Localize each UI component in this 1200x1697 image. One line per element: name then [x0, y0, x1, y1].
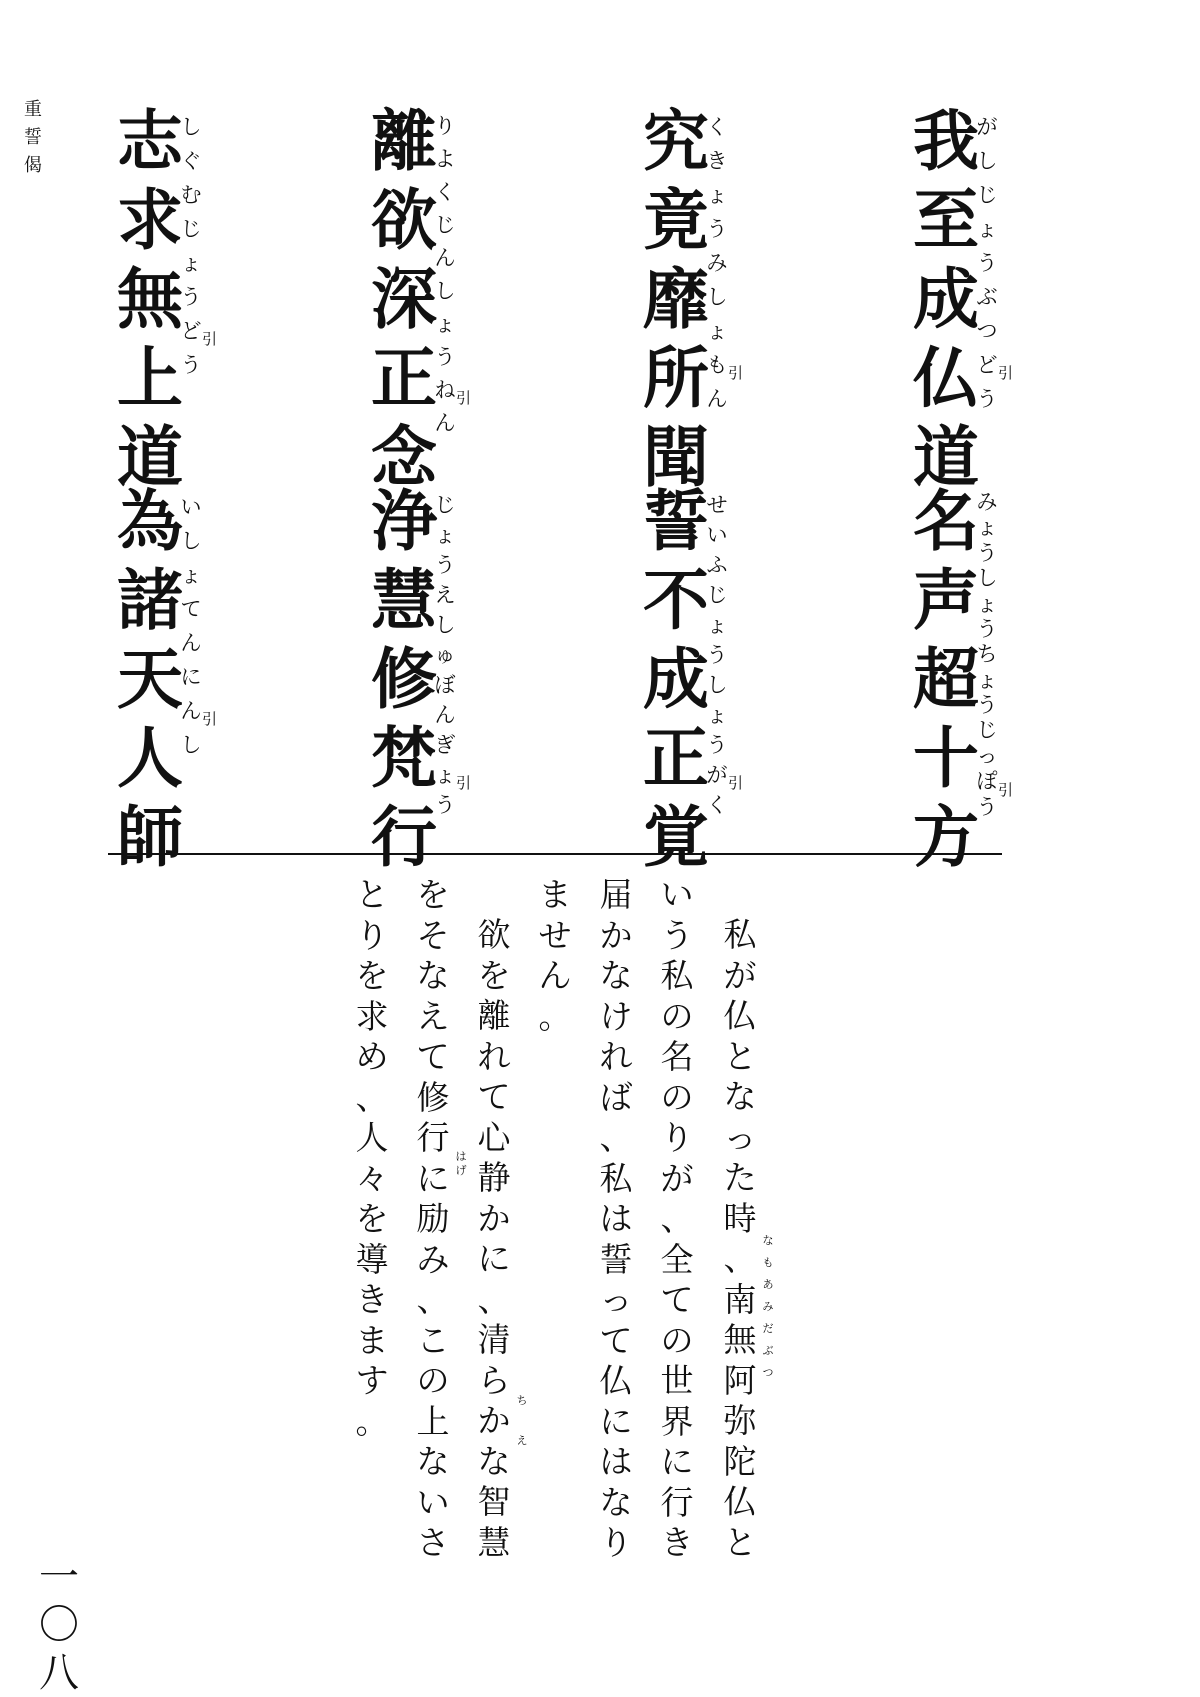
ruby-reading: な も あ み だ ぶ つ — [762, 1234, 774, 1379]
verse-column — [634, 482, 754, 876]
verse-text: 究 竟 靡 所 聞 — [643, 102, 709, 496]
translation-line: と り を 求 め 、 人 々 を 導 き ま す 。 — [355, 875, 389, 1441]
chant-mark: 引 — [998, 781, 1014, 799]
verse-text: 為 諸 天 人 師 — [117, 482, 183, 876]
verse-text: 我 至 成 仏 道 — [913, 102, 979, 496]
verse-column — [108, 102, 228, 496]
verse-column — [108, 482, 228, 876]
translation-line: い う 私 の 名 の り が 、 全 て の 世 界 に 行 き — [660, 875, 694, 1562]
chant-mark: 引 — [728, 774, 744, 792]
chant-mark: 引 — [202, 710, 218, 728]
translation-line: 私 が 仏 と な っ た 時 、 南 無 阿 弥 陀 仏 と — [723, 915, 757, 1562]
ruby-reading: ち え — [516, 1394, 528, 1447]
verse-text: 名 声 超 十 方 — [913, 482, 979, 876]
chant-mark: 引 — [728, 364, 744, 382]
ruby-reading: は げ — [455, 1150, 467, 1177]
translation-line: を そ な え て 修 行 に 励 み 、 こ の 上 な い さ — [416, 875, 450, 1562]
chant-mark: 引 — [456, 389, 472, 407]
page-number: 一 〇 八 — [39, 1554, 79, 1696]
verse-text: 浄 慧 修 梵 行 — [371, 482, 437, 876]
verse-column — [634, 102, 754, 496]
verse-column — [904, 102, 1024, 496]
translation-line: ま せ ん 。 — [538, 875, 572, 1036]
verse-furigana: じ ょ う え し ゅ ぼ ん ぎ ょ う — [434, 493, 456, 817]
page-title: 重 誓 偈 — [24, 99, 42, 176]
chant-mark: 引 — [456, 774, 472, 792]
verse-furigana: く き ょ う み し ょ も ん — [706, 115, 728, 411]
verse-furigana: が し じ ょ う ぶ つ ど う — [976, 115, 998, 411]
section-divider — [108, 853, 1002, 855]
verse-furigana: し ぐ む じ ょ う ど う — [180, 115, 202, 377]
verse-furigana: い し ょ て ん に ん し — [180, 495, 202, 757]
verse-furigana: せ い ふ じ ょ う し ょ う が く — [706, 493, 728, 817]
verse-text: 志 求 無 上 道 — [117, 102, 183, 496]
verse-furigana: り よ く じ ん し ょ う ね ん — [434, 114, 456, 435]
verse-text: 離 欲 深 正 念 — [371, 102, 437, 496]
verse-column — [904, 482, 1024, 876]
translation-line: 欲 を 離 れ て 心 静 か に 、 清 ら か な 智 慧 — [477, 915, 511, 1562]
verse-column — [362, 102, 482, 496]
translation-line: 届 か な け れ ば 、 私 は 誓 っ て 仏 に は な り — [599, 875, 633, 1562]
verse-column — [362, 482, 482, 876]
chant-mark: 引 — [998, 364, 1014, 382]
verse-text: 誓 不 成 正 覚 — [643, 482, 709, 876]
verse-furigana: み ょ う し ょ う ち ょ う じ っ ぽ う — [976, 490, 998, 819]
chant-mark: 引 — [202, 330, 218, 348]
